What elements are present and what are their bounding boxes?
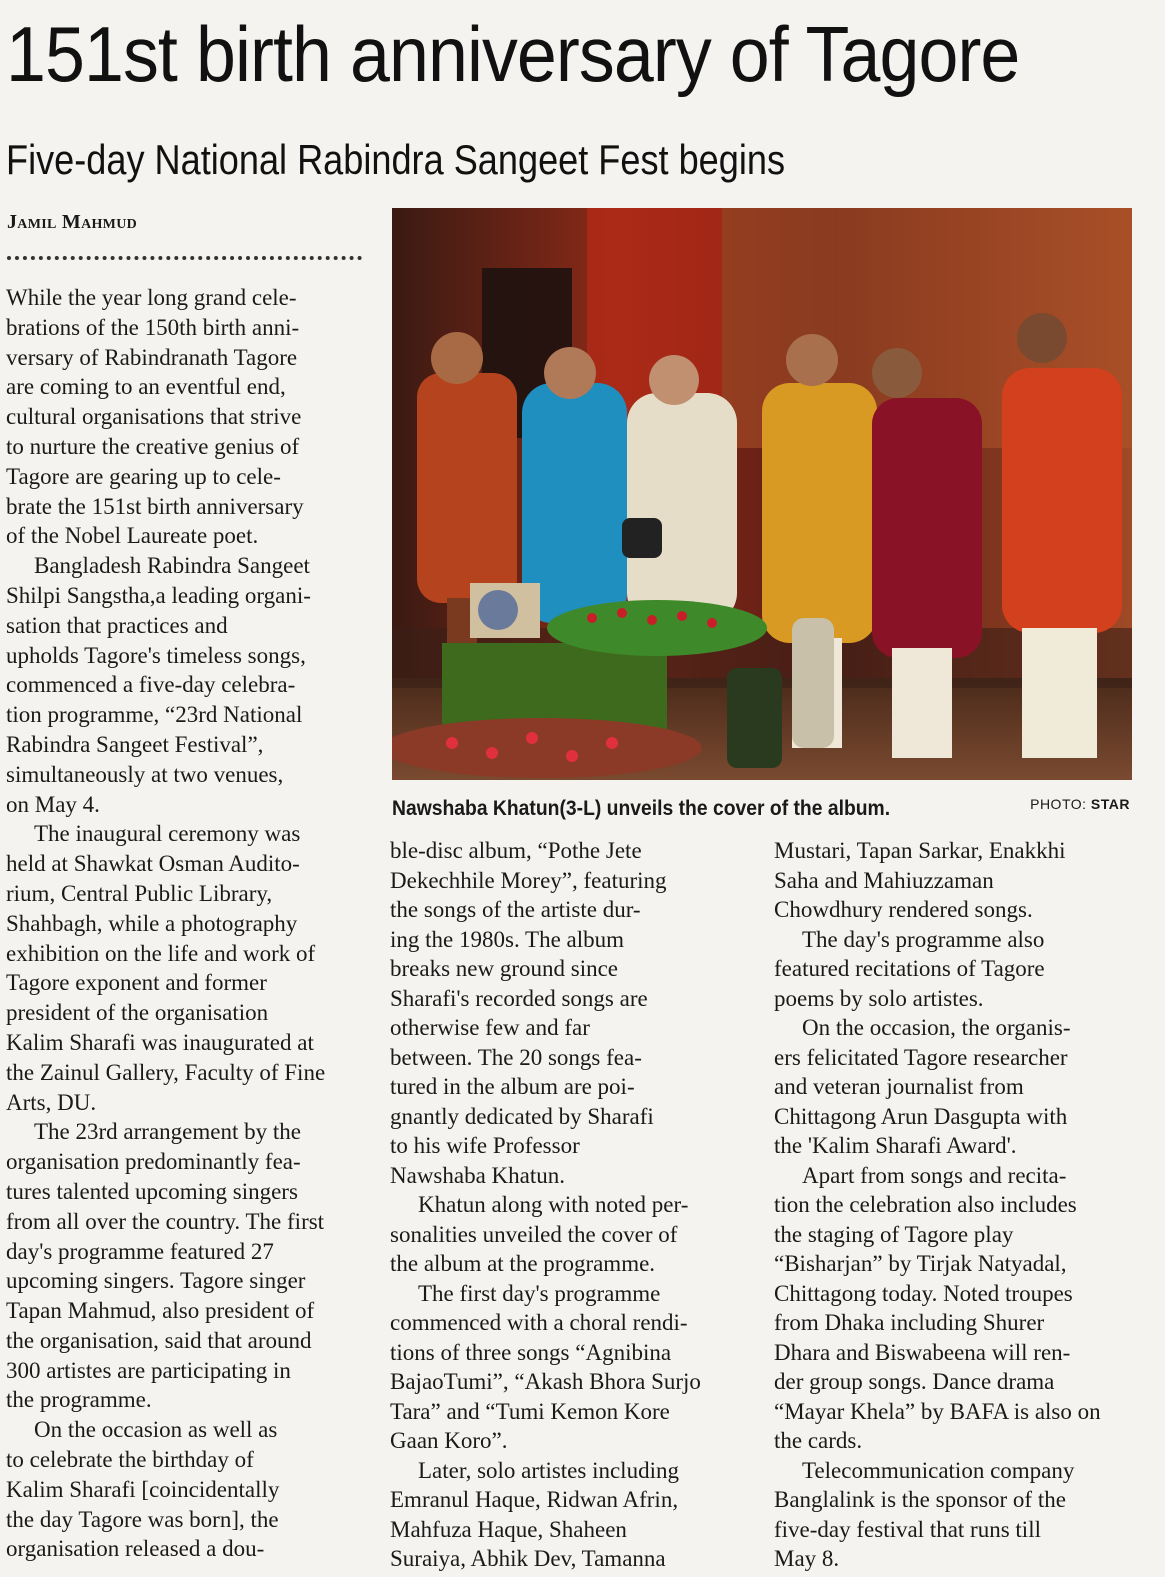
text-line: The day's programme also — [802, 926, 1045, 952]
text-line: featured recitations of Tagore — [774, 956, 1045, 981]
text-line: The inaugural ceremony was — [34, 821, 301, 847]
subheadline: Five-day National Rabindra Sangeet Fest begins — [6, 136, 786, 183]
text-line: from Dhaka including Shurer — [774, 1310, 1045, 1335]
text-line: tion the celebration also includes — [774, 1192, 1077, 1217]
text-line: of the Nobel Laureate poet. — [6, 523, 259, 549]
text-line: tures talented upcoming singers — [6, 1178, 298, 1204]
text-line: upcoming singers. Tagore singer — [6, 1268, 306, 1294]
text-line: the songs of the artiste dur- — [390, 897, 641, 922]
text-line: day's programme featured 27 — [6, 1238, 274, 1264]
text-line: rium, Central Public Library, — [6, 880, 273, 906]
text-line: upholds Tagore's timeless songs, — [6, 642, 306, 668]
text-line: Later, solo artistes including — [418, 1457, 679, 1483]
text-line: Suraiya, Abhik Dev, Tamanna — [390, 1546, 666, 1571]
text-line: May 8. — [774, 1546, 840, 1571]
text-line: Sharafi's recorded songs are — [390, 985, 648, 1011]
photo-credit — [1030, 796, 1130, 812]
text-line: cultural organisations that strive — [6, 404, 302, 430]
text-line: on May 4. — [6, 791, 100, 817]
text-line: and veteran journalist from — [774, 1074, 1024, 1099]
text-line: the day Tagore was born], the — [6, 1506, 279, 1532]
text-line: to celebrate the birthday of — [6, 1447, 254, 1473]
text-line: to his wife Professor — [390, 1133, 580, 1158]
text-line: Dhara and Biswabeena will ren- — [774, 1339, 1071, 1365]
text-line: commenced with a choral rendi- — [390, 1310, 688, 1335]
text-line: Tagore exponent and former — [6, 970, 267, 996]
text-line: Saha and Mahiuzzaman — [774, 867, 994, 893]
text-line: Tara” and “Tumi Kemon Kore — [390, 1398, 670, 1424]
text-line: Nawshaba Khatun. — [390, 1162, 566, 1188]
text-line: simultaneously at two venues, — [6, 761, 284, 787]
text-line: versary of Rabindranath Tagore — [6, 344, 298, 370]
text-line: Bangladesh Rabindra Sangeet — [34, 553, 310, 579]
text-line: the programme. — [6, 1387, 152, 1413]
text-line: tions of three songs “Agnibina — [390, 1339, 672, 1365]
text-line: Gaan Koro”. — [390, 1428, 508, 1453]
text-line: organisation released a dou- — [6, 1536, 265, 1562]
text-line: held at Shawkat Osman Audito- — [6, 851, 300, 877]
text-line: ble-disc album, “Pothe Jete — [390, 838, 642, 863]
text-line: the staging of Tagore play — [774, 1221, 1014, 1247]
text-line: from all over the country. The first — [6, 1208, 325, 1234]
text-line: the 'Kalim Sharafi Award'. — [774, 1133, 1017, 1158]
text-line: poems by solo artistes. — [774, 985, 984, 1011]
text-line: Chowdhury rendered songs. — [774, 897, 1033, 922]
photo-caption-bar — [392, 794, 1132, 824]
text-line: tion programme, “23rd National — [6, 702, 303, 728]
text-line: der group songs. Dance drama — [774, 1369, 1055, 1394]
text-line: the organisation, said that around — [6, 1327, 312, 1353]
text-line: Emranul Haque, Ridwan Afrin, — [390, 1487, 679, 1512]
photo-credit-label: PHOTO: — [1030, 796, 1087, 812]
text-line: Mahfuza Haque, Shaheen — [390, 1516, 627, 1542]
text-line: ing the 1980s. The album — [390, 926, 625, 952]
text-line: organisation predominantly fea- — [6, 1149, 301, 1175]
text-line: president of the organisation — [6, 1000, 269, 1026]
article-photo — [392, 208, 1132, 780]
text-line: commenced a five-day celebra- — [6, 672, 296, 698]
text-line: brations of the 150th birth anni- — [6, 314, 300, 340]
article-column-2 — [390, 836, 755, 1574]
text-line: exhibition on the life and work of — [6, 940, 316, 966]
text-line: sation that practices and — [6, 612, 228, 638]
text-line: “Mayar Khela” by BAFA is also on — [774, 1398, 1101, 1424]
text-line: to nurture the creative genius of — [6, 433, 300, 459]
byline-divider — [7, 256, 362, 260]
text-line: Shahbagh, while a photography — [6, 910, 298, 936]
byline: Jamil Mahmud — [7, 211, 138, 233]
headline: 151st birth anniversary of Tagore — [6, 10, 1020, 98]
photo-caption: Nawshaba Khatun(3-L) unveils the cover of the album. — [392, 797, 891, 820]
text-line: sonalities unveiled the cover of — [390, 1221, 678, 1247]
text-line: Khatun along with noted per- — [418, 1192, 689, 1217]
text-line: The first day's programme — [418, 1280, 661, 1306]
photo-credit-source: STAR — [1090, 796, 1130, 812]
text-line: Banglalink is the sponsor of the — [774, 1487, 1066, 1512]
text-line: “Bisharjan” by Tirjak Natyadal, — [774, 1251, 1067, 1276]
text-line: the cards. — [774, 1428, 863, 1453]
text-line: Kalim Sharafi was inaugurated at — [6, 1029, 314, 1055]
text-line: On the occasion as well as — [34, 1417, 278, 1443]
text-line: otherwise few and far — [390, 1015, 590, 1040]
text-line: The 23rd arrangement by the — [34, 1119, 301, 1145]
article-column-3 — [774, 836, 1139, 1574]
text-line: Dekechhile Morey”, featuring — [390, 867, 667, 893]
text-line: brate the 151st birth anniversary — [6, 493, 304, 519]
text-line: gnantly dedicated by Sharafi — [390, 1103, 654, 1129]
text-line: tured in the album are poi- — [390, 1074, 635, 1099]
text-line: Rabindra Sangeet Festival”, — [6, 731, 264, 757]
text-line: BajaoTumi”, “Akash Bhora Surjo — [390, 1369, 701, 1394]
text-line: are coming to an eventful end, — [6, 374, 286, 400]
text-line: Arts, DU. — [6, 1089, 97, 1115]
text-line: breaks new ground since — [390, 956, 619, 981]
text-line: On the occasion, the organis- — [802, 1015, 1071, 1040]
text-line: Chittagong today. Noted troupes — [774, 1280, 1073, 1306]
text-line: Apart from songs and recita- — [802, 1162, 1067, 1188]
text-line: the Zainul Gallery, Faculty of Fine — [6, 1059, 326, 1085]
text-line: While the year long grand cele- — [6, 285, 297, 310]
stage-photo-illustration — [392, 208, 1132, 780]
text-line: Telecommunication company — [802, 1457, 1075, 1483]
text-line: the album at the programme. — [390, 1251, 656, 1276]
text-line: five-day festival that runs till — [774, 1516, 1041, 1542]
text-line: between. The 20 songs fea- — [390, 1044, 642, 1070]
text-line: Kalim Sharafi [coincidentally — [6, 1476, 280, 1502]
text-line: ers felicitated Tagore researcher — [774, 1044, 1068, 1070]
text-line: Mustari, Tapan Sarkar, Enakkhi — [774, 838, 1066, 863]
text-line: Tapan Mahmud, also president of — [6, 1298, 315, 1324]
text-line: Chittagong Arun Dasgupta with — [774, 1103, 1068, 1129]
article-column-1 — [6, 283, 366, 1564]
text-line: 300 artistes are participating in — [6, 1357, 291, 1383]
text-line: Shilpi Sangstha,a leading organi- — [6, 582, 311, 608]
text-line: Tagore are gearing up to cele- — [6, 463, 281, 489]
